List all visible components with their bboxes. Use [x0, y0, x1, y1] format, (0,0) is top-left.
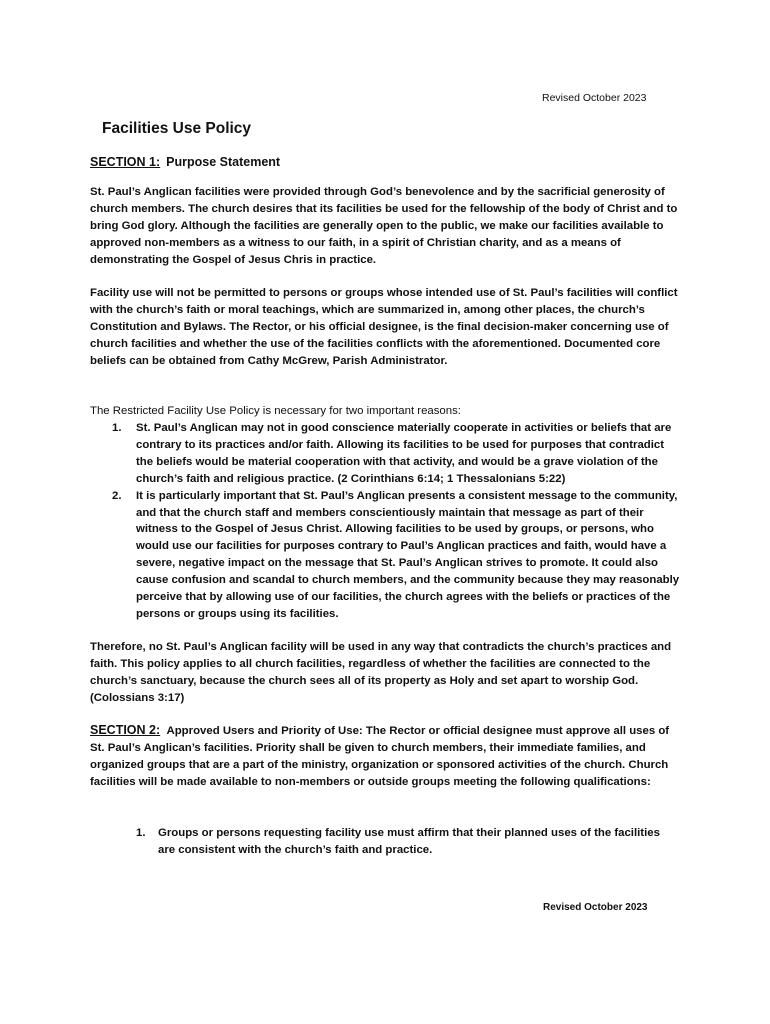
- list-item-number: 1.: [136, 827, 146, 839]
- section-1-title: Purpose Statement: [166, 155, 281, 169]
- list-item: [136, 825, 676, 859]
- list-item: [90, 488, 682, 623]
- list-item-text: Groups or persons requesting facility use must affirm that their planned uses of the facilities are consistent with the church’s faith and practice.: [158, 827, 660, 856]
- list-item-text: It is particularly important that St. Paul’s Anglican presents a consistent message to the community, and that the church staff and members conscientiously maintain that message as part of their witness to the Gospel of Jesus Christ. Allowing facilities to be used by groups, or persons, who would use our facilities for purposes contrary to Paul’s Anglican practices and faith, would have a severe, negative impact on the message that St. Paul’s Anglican strives to promote. It could also cause confusion and scandal to church members, and the community because they may reasonably perceive that by allowing use of our facilities, the church agrees with the beliefs or practices of the persons or groups using its facilities.: [136, 489, 680, 620]
- reasons-list: [90, 420, 682, 623]
- qualifications-list: [136, 825, 676, 859]
- list-item: [90, 420, 682, 488]
- section-2-label: SECTION 2:: [90, 723, 161, 737]
- section-1-heading: [90, 155, 280, 169]
- revised-date-header: Revised October 2023: [542, 92, 647, 104]
- section-1-paragraph-2: Facility use will not be permitted to persons or groups whose intended use of St. Paul’s facilities will conflict with the church’s faith or moral teachings, which are summarized in, among other places, the church’s Constitution and Bylaws. The Rector, or his official designee, is the final decision-maker concerning use of church facilities and whether the use of the facilities conflicts with the aforementioned. Documented core beliefs can be obtained from Cathy McGrew, Parish Administrator.: [90, 287, 678, 367]
- section-1-label: SECTION 1:: [90, 155, 161, 169]
- list-item-number: 2.: [112, 489, 122, 502]
- section-1-paragraph-1: St. Paul’s Anglican facilities were provided through God’s benevolence and by the sacrificial generosity of church members. The church desires that its facilities be used for the fellowship of the body of Christ and to bring God glory. Although the facilities are generally open to the public, we make our facilities available to approved non-members as a witness to our faith, in a spirit of Christian charity, and as a means of demonstrating the Gospel of Jesus Chris in practice.: [90, 186, 678, 266]
- reasons-intro: The Restricted Facility Use Policy is necessary for two important reasons:: [90, 405, 461, 417]
- section-2-paragraph: [90, 722, 682, 791]
- section-2-text: Approved Users and Priority of Use: The Rector or official designee must approve all uses of St. Paul’s Anglican’s facilities. Priority shall be given to church members, their immediate families, and organized groups that are a part of the ministry, organization or sponsored activities of the church. Church facilities will be made available to non-members or outside groups meeting the following qualifications:: [90, 725, 670, 788]
- revised-date-footer: Revised October 2023: [543, 902, 648, 913]
- section-1-paragraph-3: Therefore, no St. Paul’s Anglican facility will be used in any way that contradicts the church’s practices and faith. This policy applies to all church facilities, regardless of whether the facilities are connected to the church’s sanctuary, because the church sees all of its property as Holy and set apart to worship God. (Colossians 3:17): [90, 641, 672, 704]
- list-item-number: 1.: [112, 422, 122, 434]
- page-title: Facilities Use Policy: [102, 120, 252, 137]
- list-item-text: St. Paul’s Anglican may not in good conscience materially cooperate in activities or beliefs that are contrary to its practices and/or faith. Allowing its facilities to be used for purposes that contradict the beliefs would be material cooperation with that activity, and would be a grave violation of the church’s faith and religious practice. (2 Corinthians 6:14; 1 Thessalonians 5:22): [136, 422, 672, 485]
